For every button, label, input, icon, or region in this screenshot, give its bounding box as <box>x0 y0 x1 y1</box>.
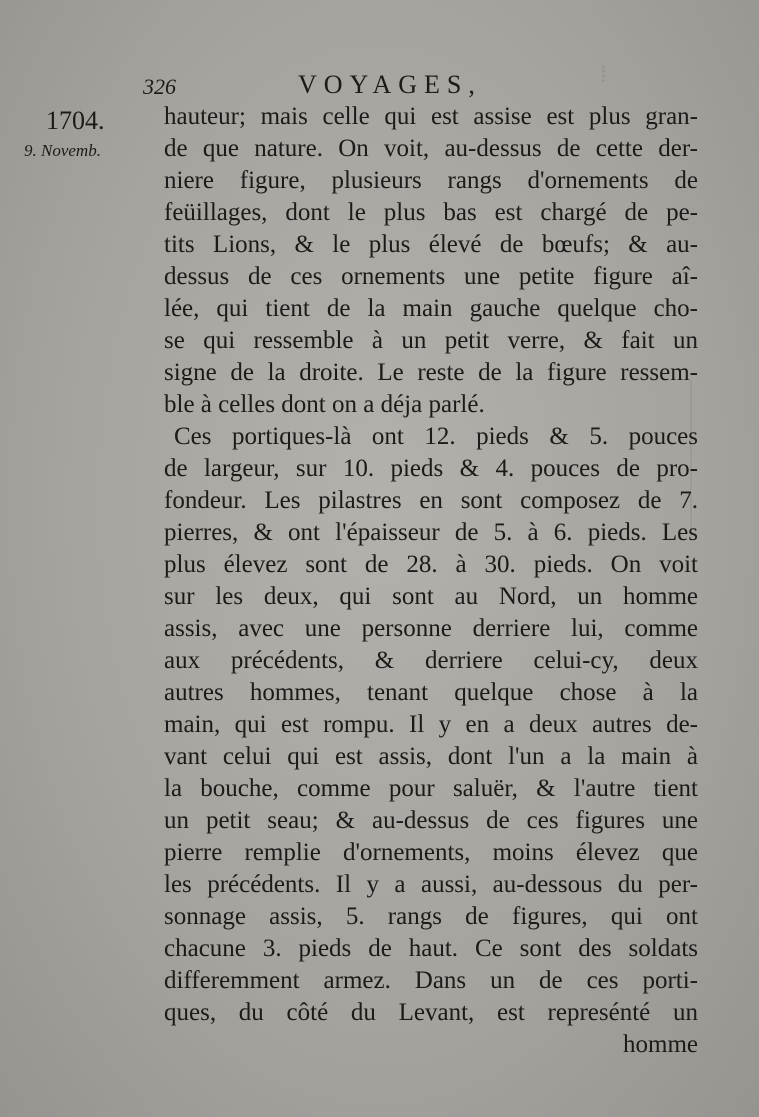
text-line: niere figure, plusieurs rangs d'ornements de <box>164 167 698 194</box>
text-line: sur les deux, qui sont au Nord, un homme <box>164 583 698 610</box>
text-line: tits Lions, & le plus élevé de bœufs; & au- <box>164 231 698 258</box>
text-line: pierres, & ont l'épaisseur de 5. à 6. pieds. Les <box>164 519 698 546</box>
text-line: assis, avec une personne derriere lui, comme <box>164 615 698 642</box>
show-through-text: ⁞ <box>600 62 611 88</box>
body-text <box>164 101 698 1061</box>
catchword: homme <box>623 1031 698 1058</box>
text-line: un petit seau; & au-dessus de ces figures une <box>164 807 698 834</box>
text-line: dessus de ces ornements une petite figure aî- <box>164 263 698 290</box>
text-line: plus élevez sont de 28. à 30. pieds. On voit <box>164 551 698 578</box>
text-line: differemment armez. Dans un de ces porti- <box>164 967 698 994</box>
text-line: pierre remplie d'ornements, moins élevez que <box>164 839 698 866</box>
text-line: vant celui qui est assis, dont l'un a la main à <box>164 743 698 770</box>
text-line: se qui ressemble à un petit verre, & fait un <box>164 327 698 354</box>
text-line: feüillages, dont le plus bas est chargé de pe- <box>164 199 698 226</box>
text-line: fondeur. Les pilastres en sont composez de 7. <box>164 487 698 514</box>
page-number: 326 <box>143 74 176 99</box>
margin-year: 1704. <box>46 106 105 135</box>
margin-date: 9. Novemb. <box>24 141 101 160</box>
text-line: signe de la droite. Le reste de la figure ressem- <box>164 359 698 386</box>
text-line: de que nature. On voit, au-dessus de cette der- <box>164 135 698 162</box>
text-line: les précédents. Il y a aussi, au-dessous du per- <box>164 871 698 898</box>
show-through-shadow <box>690 380 752 540</box>
running-head: VOYAGES, <box>298 70 482 99</box>
text-line: hauteur; mais celle qui est assise est plus gran- <box>164 103 698 130</box>
text-line: ques, du côté du Levant, est represénté un <box>164 999 698 1026</box>
text-line: main, qui est rompu. Il y en a deux autres de- <box>164 711 698 738</box>
text-line: aux précédents, & derriere celui-cy, deux <box>164 647 698 674</box>
text-line: ble à celles dont on a déja parlé. <box>164 391 485 418</box>
text-line: de largeur, sur 10. pieds & 4. pouces de pro- <box>164 455 698 482</box>
text-line: autres hommes, tenant quelque chose à la <box>164 679 698 706</box>
page-header <box>140 70 700 100</box>
text-line: la bouche, comme pour saluër, & l'autre tient <box>164 775 698 802</box>
text-line: sonnage assis, 5. rangs de figures, qui ont <box>164 903 698 930</box>
text-line: lée, qui tient de la main gauche quelque cho- <box>164 295 698 322</box>
paragraph-start-line: Ces portiques-là ont 12. pieds & 5. pouces <box>174 423 698 450</box>
text-line: chacune 3. pieds de haut. Ce sont des soldats <box>164 935 698 962</box>
